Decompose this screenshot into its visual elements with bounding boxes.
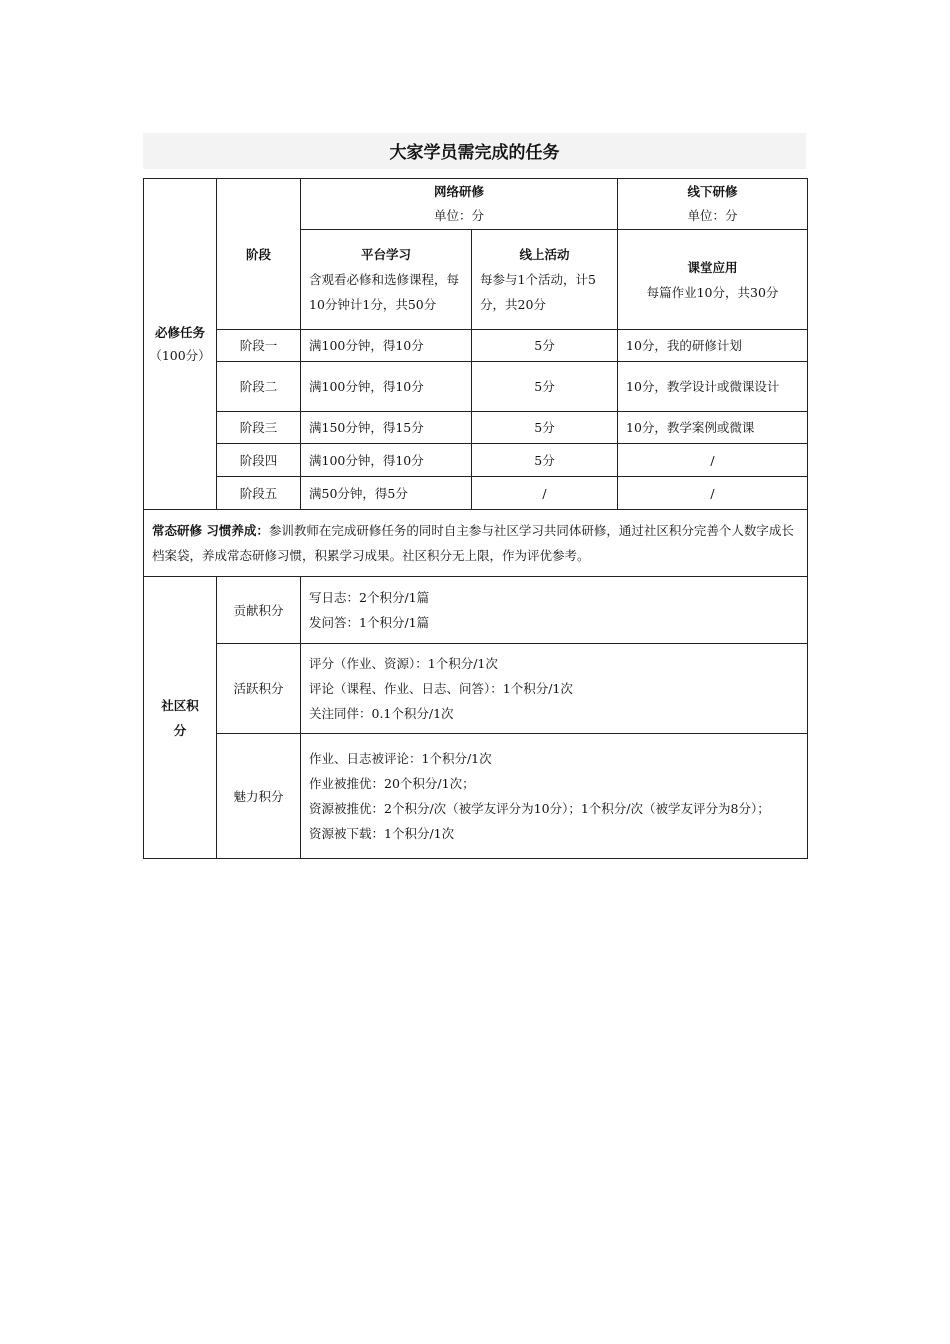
activity-header xyxy=(472,230,618,330)
rule-line: 关注同伴：0.1个积分/1次 xyxy=(309,706,454,721)
activity-cell: 5分 xyxy=(472,412,618,444)
classroom-cell: / xyxy=(618,444,808,477)
habit-text: 参训教师在完成研修任务的同时自主参与社区学习共同体研修，通过社区积分完善个人数字成长档案袋，养成常态研修习惯，积累学习成果。社区积分无上限，作为评优参考。 xyxy=(152,523,794,563)
classroom-cell: 10分，教学设计或微课设计 xyxy=(618,362,808,412)
platform-cell: 满100分钟，得10分 xyxy=(301,362,472,412)
table-row xyxy=(144,444,808,477)
activity-cell: 5分 xyxy=(472,362,618,412)
habit-row xyxy=(144,510,808,577)
rule-line: 资源被下载：1个积分/1次 xyxy=(309,826,455,841)
habit-title: 常态研修 习惯养成： xyxy=(152,523,269,538)
stage-cell: 阶段三 xyxy=(217,412,301,444)
table-row xyxy=(144,644,808,734)
platform-cell: 满100分钟，得10分 xyxy=(301,444,472,477)
online-header xyxy=(301,179,618,230)
task-table xyxy=(143,178,808,859)
rule-line: 资源被推优：2个积分/次（被学友评分为10分）；1个积分/次（被学友评分为8分）； xyxy=(309,801,770,816)
platform-cell: 满100分钟，得10分 xyxy=(301,330,472,362)
table-row xyxy=(144,734,808,859)
stage-cell: 阶段二 xyxy=(217,362,301,412)
offline-unit: 单位：分 xyxy=(687,208,738,223)
activity-cell: 5分 xyxy=(472,330,618,362)
rule-line: 发问答：1个积分/1篇 xyxy=(309,615,430,630)
required-section-label xyxy=(144,179,217,510)
online-unit: 单位：分 xyxy=(434,208,485,223)
platform-header xyxy=(301,230,472,330)
table-row xyxy=(144,577,808,644)
rule-line: 作业被推优：20个积分/1次； xyxy=(309,776,475,791)
table-row xyxy=(144,362,808,412)
platform-title: 平台学习 xyxy=(360,247,411,262)
table-row xyxy=(144,330,808,362)
points-rules xyxy=(301,577,808,644)
rule-line: 评论（课程、作业、日志、问答）：1个积分/1次 xyxy=(309,681,573,696)
rule-line: 作业、日志被评论：1个积分/1次 xyxy=(309,751,492,766)
points-rules xyxy=(301,734,808,859)
points-category: 贡献积分 xyxy=(217,577,301,644)
table-row xyxy=(144,477,808,510)
platform-cell: 满150分钟，得15分 xyxy=(301,412,472,444)
stage-cell: 阶段四 xyxy=(217,444,301,477)
activity-title: 线上活动 xyxy=(519,247,570,262)
table-row xyxy=(144,412,808,444)
required-label-bold: 必修任务 xyxy=(154,325,205,340)
points-category: 活跃积分 xyxy=(217,644,301,734)
offline-header xyxy=(618,179,808,230)
classroom-desc: 每篇作业10分，共30分 xyxy=(646,284,779,300)
habit-cell xyxy=(144,510,808,577)
platform-cell: 满50分钟，得5分 xyxy=(301,477,472,510)
classroom-title: 课堂应用 xyxy=(687,259,738,275)
classroom-cell: / xyxy=(618,477,808,510)
activity-cell: 5分 xyxy=(472,444,618,477)
online-title: 网络研修 xyxy=(434,184,485,199)
offline-title: 线下研修 xyxy=(687,184,738,199)
points-category: 魅力积分 xyxy=(217,734,301,859)
activity-desc: 每参与1个活动，计5分，共20分 xyxy=(480,272,596,312)
rule-line: 写日志：2个积分/1篇 xyxy=(309,590,430,605)
points-rules xyxy=(301,644,808,734)
platform-desc: 含观看必修和选修课程，每10分钟计1分，共50分 xyxy=(309,272,460,312)
required-label-score: （100分） xyxy=(149,348,211,363)
activity-cell: / xyxy=(472,477,618,510)
classroom-cell: 10分，我的研修计划 xyxy=(618,330,808,362)
stage-cell: 阶段五 xyxy=(217,477,301,510)
classroom-header xyxy=(618,230,808,330)
stage-cell: 阶段一 xyxy=(217,330,301,362)
community-section-label: 社区积分 xyxy=(144,577,217,859)
classroom-cell: 10分，教学案例或微课 xyxy=(618,412,808,444)
stage-header: 阶段 xyxy=(217,179,301,330)
document-title: 大家学员需完成的任务 xyxy=(143,133,806,169)
rule-line: 评分（作业、资源）：1个积分/1次 xyxy=(309,656,498,671)
